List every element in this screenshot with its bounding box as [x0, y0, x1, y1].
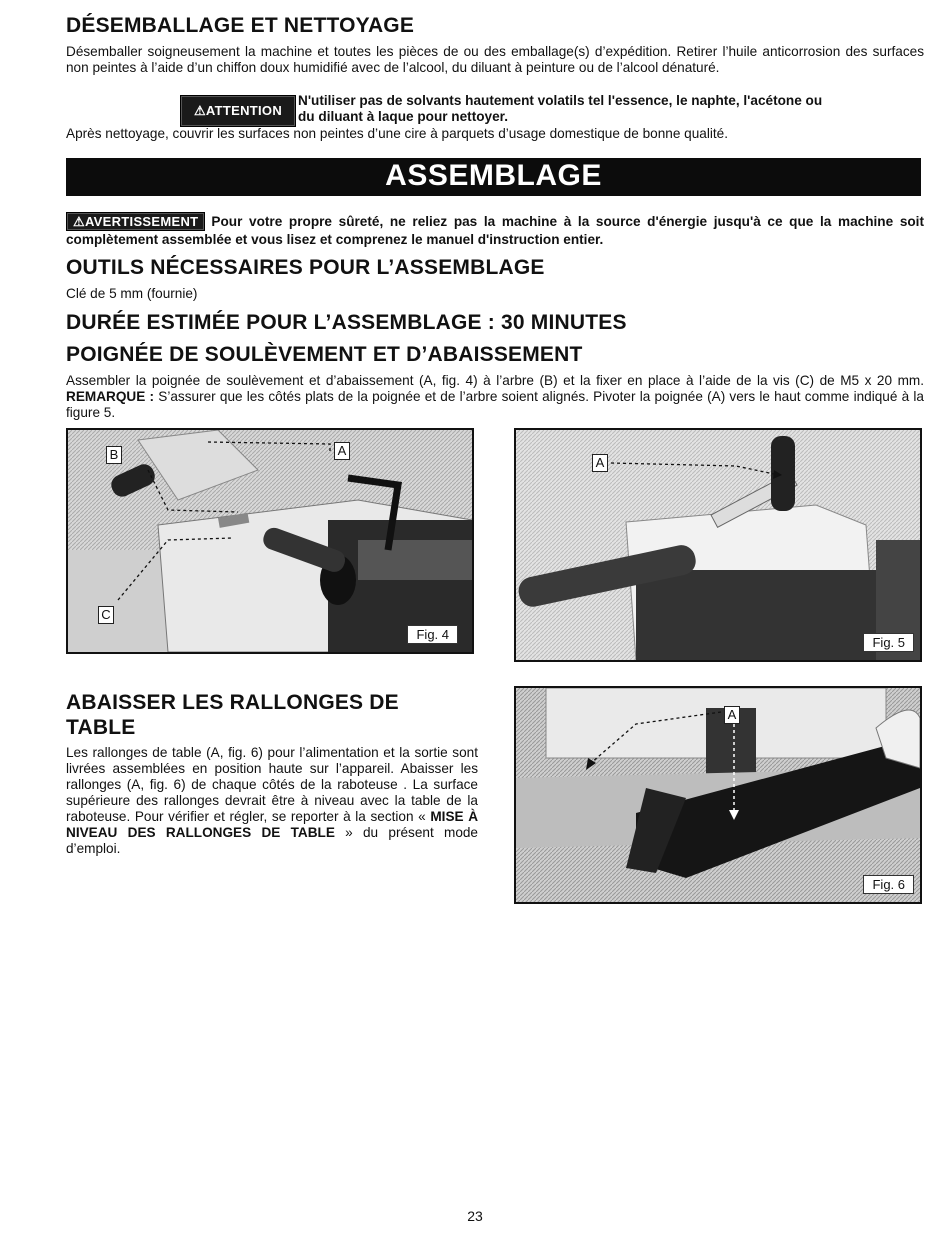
- tools-text: Clé de 5 mm (fournie): [66, 286, 198, 301]
- attention-badge: ⚠ATTENTION: [180, 95, 296, 127]
- tools-title: OUTILS NÉCESSAIRES POUR L’ASSEMBLAGE: [66, 256, 545, 279]
- fig5-label: Fig. 5: [863, 633, 914, 652]
- remark-label: REMARQUE :: [66, 389, 155, 404]
- fig6-label: Fig. 6: [863, 875, 914, 894]
- unpacking-title: DÉSEMBALLAGE ET NETTOYAGE: [66, 14, 415, 37]
- extensions-title-line-1: ABAISSER LES RALLONGES DE: [66, 691, 399, 714]
- figure-5: [514, 428, 922, 662]
- warning-body: Pour votre propre sûreté, ne reliez pas la machine à la source d'énergie jusqu'à ce que la machine soit complètement assemblée et vous lisez et comprenez le manuel d'instruction entier.: [66, 214, 924, 247]
- extensions-title: [66, 690, 399, 740]
- handle-title: POIGNÉE DE SOULÈVEMENT ET D’ABAISSEMENT: [66, 343, 583, 366]
- handle-paragraph: [66, 373, 924, 421]
- duration-title: DURÉE ESTIMÉE POUR L’ASSEMBLAGE : 30 MINUTES: [66, 311, 627, 334]
- extensions-paragraph: [66, 745, 478, 857]
- figure-5-illustration: [516, 430, 920, 660]
- assembly-banner-title: ASSEMBLAGE: [385, 159, 602, 192]
- fig4-label: Fig. 4: [407, 625, 458, 644]
- handle-text-a: Assembler la poignée de soulèvement et d’abaissement (A, fig. 4) à l’arbre (B) et la fixer en place à l’aide de la vis (C) de M5 x 20 mm.: [66, 373, 924, 388]
- attention-line-2: du diluant à laque pour nettoyer.: [298, 109, 508, 124]
- extensions-text-b: » du présent mode d’emploi.: [66, 825, 478, 856]
- fig4-callout-c: C: [98, 606, 114, 624]
- warning-notice: [66, 212, 924, 248]
- warning-badge: ⚠AVERTISSEMENT: [66, 212, 205, 231]
- figure-4-illustration: [68, 430, 472, 652]
- unpacking-paragraph: Désemballer soigneusement la machine et toutes les pièces de ou des emballage(s) d’expédition. Retirer l’huile anticorrosion des surfaces non peintes à l’aide d’un chiffon doux humidifié avec de l’alcool, du diluant à peinture ou de l’alcool dénaturé.: [66, 44, 924, 75]
- extensions-text-a: Les rallonges de table (A, fig. 6) pour l’alimentation et la sortie sont livrées assemblées en position haute sur l’appareil. Abaisser les rallonges (A, fig. 6) de chaque côtés de la raboteuse . La surface supérieure des rallonges devrait être à niveau avec la table de la raboteuse. Pour vérifier et régler, se reporter à la section «: [66, 745, 478, 824]
- fig4-callout-b: B: [106, 446, 122, 464]
- fig5-callout-a: A: [592, 454, 608, 472]
- fig4-callout-a: A: [334, 442, 350, 460]
- attention-line-1: N'utiliser pas de solvants hautement volatils tel l'essence, le naphte, l'acétone ou: [298, 93, 823, 108]
- assembly-banner: [66, 158, 921, 196]
- fig6-callout-a: A: [724, 706, 740, 724]
- after-cleaning-paragraph: Après nettoyage, couvrir les surfaces non peintes d’une cire à parquets d’usage domestique de bonne qualité.: [66, 126, 728, 141]
- figure-6: [514, 686, 922, 904]
- extensions-reference: MISE À NIVEAU DES RALLONGES DE TABLE: [66, 809, 479, 840]
- page-number: 23: [467, 1208, 483, 1224]
- figure-4: [66, 428, 474, 654]
- warning-text: [66, 212, 924, 248]
- handle-text-b: S’assurer que les côtés plats de la poignée et de l’arbre soient alignés. Pivoter la poignée (A) vers le haut comme indiqué à la figure 5.: [66, 389, 924, 420]
- extensions-title-line-2: TABLE: [66, 716, 136, 739]
- figure-6-illustration: [516, 688, 920, 902]
